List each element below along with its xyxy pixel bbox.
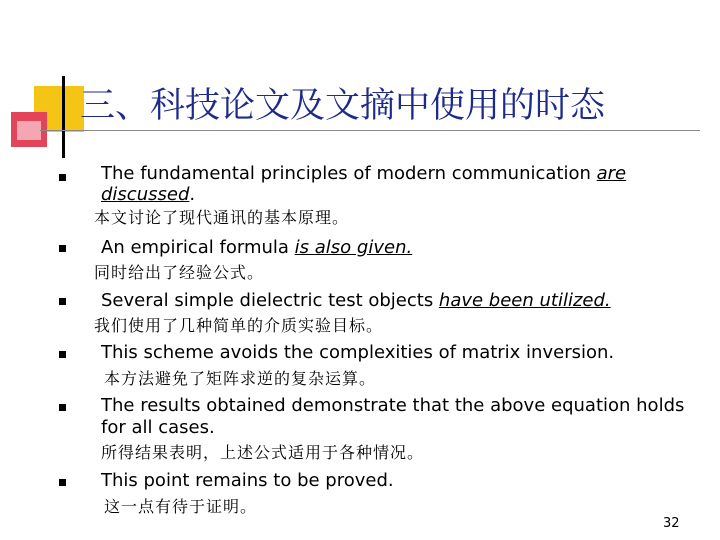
bullet-4: [59, 351, 66, 358]
item-4-english: This scheme avoids the complexities of matrix inversion.: [101, 342, 615, 363]
item-2-english: [101, 237, 412, 259]
item-5-english-line2: for all cases.: [101, 417, 215, 438]
item-3-english: [101, 290, 611, 312]
decor-pink-square: [17, 121, 41, 140]
page-number: 32: [663, 516, 680, 531]
item-4-chinese: 本方法避免了矩阵求逆的复杂运算。: [104, 369, 377, 388]
bullet-6: [59, 479, 66, 486]
item-5-english: The results obtained demonstrate that the above equation holds: [101, 395, 685, 416]
bullet-2: [59, 245, 66, 252]
bullet-1: [59, 174, 66, 181]
item-1-verb-2: discussed: [101, 184, 190, 205]
title-underline: [40, 130, 700, 131]
item-1-text: The fundamental principles of modern communication: [101, 163, 597, 184]
decor-vertical-line: [62, 76, 65, 158]
item-1-english-line2: [101, 184, 195, 206]
bullet-3: [59, 298, 66, 305]
item-3-verb: have been utilized.: [438, 290, 611, 311]
item-2-verb: is also given.: [294, 237, 413, 258]
item-2-chinese: 同时给出了经验公式。: [94, 263, 265, 282]
item-3-text: Several simple dielectric test objects: [101, 290, 439, 311]
bullet-5: [59, 404, 66, 411]
item-1-chinese: 本文讨论了现代通讯的基本原理。: [94, 208, 350, 227]
slide-title: 三、科技论文及文摘中使用的时态: [80, 86, 606, 126]
item-3-chinese: 我们使用了几种简单的介质实验目标。: [94, 316, 384, 335]
item-1-english: [101, 163, 626, 185]
item-6-english: This point remains to be proved.: [101, 470, 394, 491]
item-1-verb: are: [596, 163, 627, 184]
item-5-chinese: 所得结果表明，上述公式适用于各种情况。: [101, 443, 425, 462]
item-6-chinese: 这一点有待于证明。: [104, 497, 258, 516]
item-2-text: An empirical formula: [101, 237, 295, 258]
item-1-period: .: [189, 184, 196, 205]
